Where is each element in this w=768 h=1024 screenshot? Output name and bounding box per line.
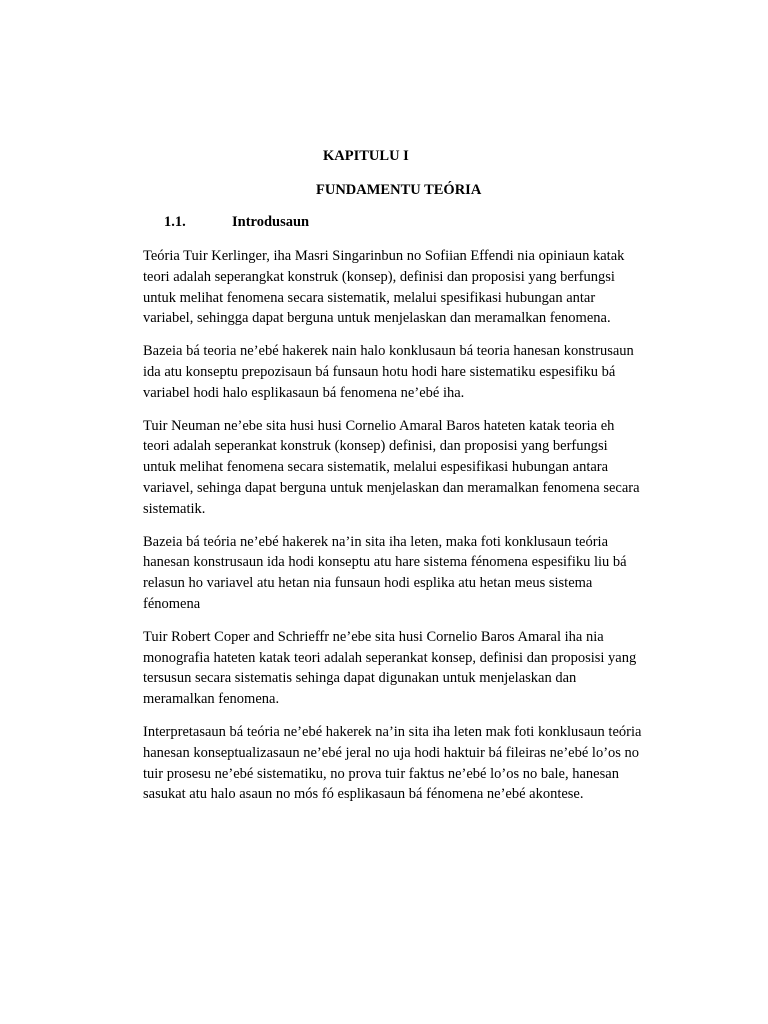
paragraph: Tuir Neuman ne’ebe sita husi husi Cornelio Amaral Baros hateten katak teoria eh teori adalah seperankat konstruk (konsep) definisi, dan proposisi yang berfungsi untuk melihat fenomena secara sistematik, melalui espesifikasi hubungan antara variavel, sehinga dapat berguna untuk menjelaskan dan meramalkan fenomena secara sistematik. — [143, 417, 640, 517]
paragraph: Bazeia bá teória ne’ebé hakerek na’in sita iha leten, maka foti konklusaun teória hanesan konstrusaun ida hodi konseptu atu hare sistema fénomena espesifiku liu bá relasun ho variavel atu hetan nia funsaun hodi esplika atu hetan meus sistema fénomena — [143, 533, 627, 612]
chapter-title: FUNDAMENTU TEÓRIA — [316, 182, 482, 198]
paragraph: Tuir Robert Coper and Schrieffr ne’ebe sita husi Cornelio Baros Amaral iha nia monografia hateten katak teori adalah seperankat konsep, definisi dan proposisi yang tersusun secara sistematis sehinga dapat digunakan untuk menjelaskan dan meramalkan fenomena. — [143, 628, 637, 708]
section-title: Introdusaun — [232, 214, 310, 230]
paragraph: Interpretasaun bá teória ne’ebé hakerek na’in sita iha leten mak foti konklusaun teória hanesan konseptualizasaun ne’ebé jeral no uja hodi haktuir bá fileiras ne’ebé lo’os no tuir prosesu ne’ebé sistematiku, no prova tuir faktus ne’ebé lo’os no bale, hanesan sasukat atu halo asaun no mós fó esplikasaun bá fénomena ne’ebé akontese. — [143, 723, 642, 803]
section-number: 1.1. — [164, 214, 186, 230]
section-heading — [164, 212, 309, 232]
paragraph: Teória Tuir Kerlinger, iha Masri Singarinbun no Sofiian Effendi nia opiniaun katak teori adalah seperangkat konstruk (konsep), definisi dan proposisi yang berfungsi untuk melihat fenomena secara sistematik, melalui spesifikasi hubungan antar variabel, sehingga dapat berguna untuk menjelaskan dan meramalkan fenomena. — [143, 248, 625, 327]
chapter-label: KAPITULU I — [323, 148, 409, 164]
paragraph: Bazeia bá teoria ne’ebé hakerek nain halo konklusaun bá teoria hanesan konstrusaun ida atu konseptu prepozisaun bá funsaun hotu hodi hare sistematiku espesifiku bá variabel hodi halo esplikasaun bá fenomena ne’ebé iha. — [143, 343, 634, 401]
body-text — [143, 246, 663, 817]
